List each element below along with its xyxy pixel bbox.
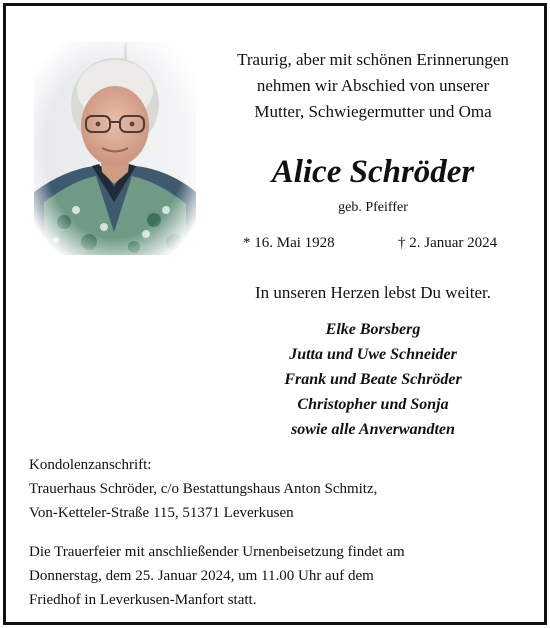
address-line: Kondolenzanschrift: [29, 457, 152, 473]
mourner-name: Elke Borsberg [325, 321, 421, 338]
service-line: Donnerstag, dem 25. Januar 2024, um 11.00 Uhr auf dem [29, 568, 374, 584]
maiden-name: geb. Pfeiffer [338, 200, 408, 215]
intro-line: Mutter, Schwiegermutter und Oma [254, 102, 492, 121]
service-line: Die Trauerfeier mit anschließender Urnenbeisetzung findet am [29, 544, 405, 560]
mourner-name: Christopher und Sonja [297, 396, 449, 413]
portrait-photo [34, 42, 196, 255]
mourner-name: sowie alle Anverwandten [291, 421, 455, 438]
intro-line: nehmen wir Abschied von unserer [256, 76, 490, 95]
service-line: Friedhof in Leverkusen-Manfort statt. [29, 592, 257, 608]
service-notice [29, 540, 405, 612]
obituary-notice [3, 3, 547, 625]
intro-text [206, 47, 540, 125]
mourners-list [206, 317, 540, 442]
deceased-name: Alice Schröder [271, 154, 475, 190]
mourner-name: Jutta und Uwe Schneider [289, 346, 457, 363]
birth-date: * 16. Mai 1928 [243, 235, 335, 251]
intro-line: Traurig, aber mit schönen Erinnerungen [237, 50, 509, 69]
address-line: Trauerhaus Schröder, c/o Bestattungshaus Anton Schmitz, [29, 481, 378, 497]
mourner-name: Frank und Beate Schröder [284, 371, 462, 388]
condolence-address [29, 453, 377, 525]
death-date: † 2. Januar 2024 [398, 235, 498, 251]
address-line: Von-Ketteler-Straße 115, 51371 Leverkusen [29, 505, 294, 521]
memorial-motto: In unseren Herzen lebst Du weiter. [254, 283, 492, 302]
